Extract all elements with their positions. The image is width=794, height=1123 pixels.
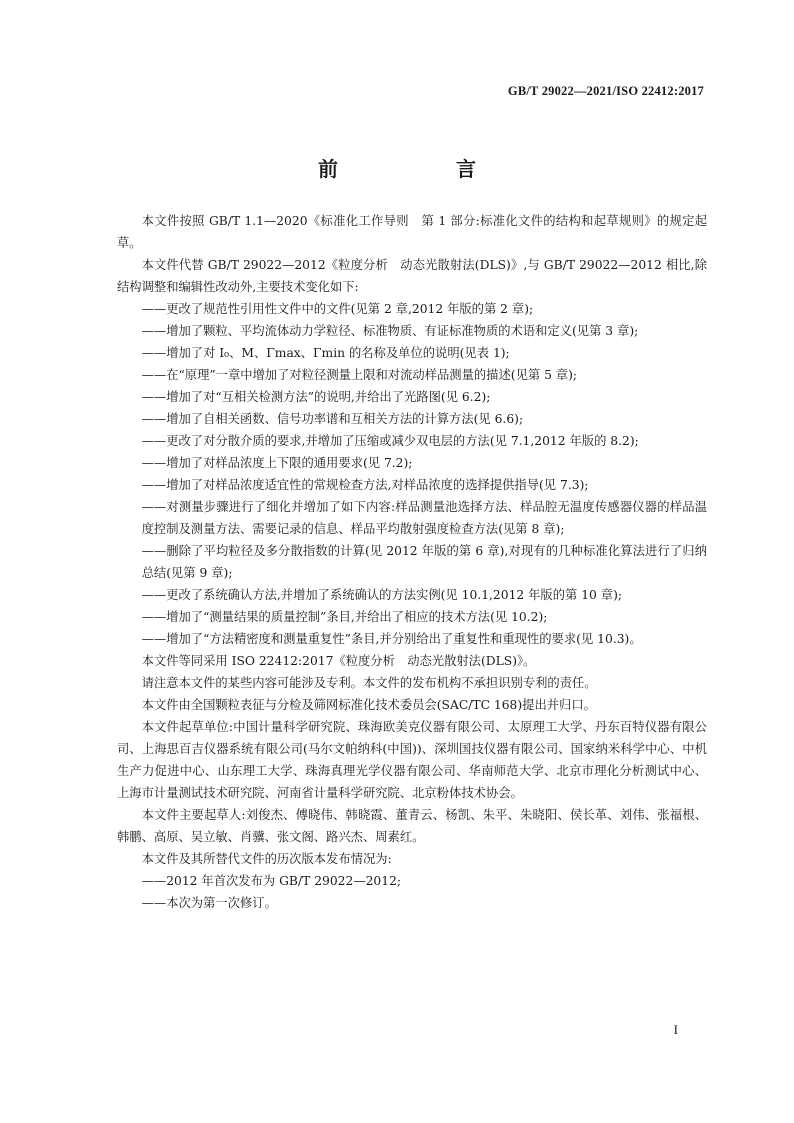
changes-list	[117, 298, 707, 650]
foreword-body	[117, 210, 707, 914]
paragraph: 本文件起草单位:中国计量科学研究院、珠海欧美克仪器有限公司、太原理工大学、丹东百特仪器有限公司、上海思百吉仪器系统有限公司(马尔文帕纳科(中国))、深圳国技仪器有限公司、国家纳米科学中心、中机生产力促进中心、山东理工大学、珠海真理光学仪器有限公司、华南师范大学、北京市理化分析测试中心、上海市计量测试技术研究院、河南省计量科学研究院、北京粉体技术协会。	[117, 720, 707, 800]
list-item: ——删除了平均粒径及多分散指数的计算(见 2012 年版的第 6 章),对现有的几种标准化算法进行了归纳总结(见第 9 章);	[141, 544, 707, 580]
paragraph: 本文件代替 GB/T 29022—2012《粒度分析 动态光散射法(DLS)》,与 GB/T 29022—2012 相比,除结构调整和编辑性改动外,主要技术变化如下:	[117, 258, 707, 294]
list-item: ——更改了规范性引用性文件中的文件(见第 2 章,2012 年版的第 2 章);	[141, 302, 534, 316]
paragraph: 本文件按照 GB/T 1.1—2020《标准化工作导则 第 1 部分:标准化文件的结构和起草规则》的规定起草。	[117, 214, 707, 250]
page-title: 前 言	[318, 157, 502, 181]
list-item: ——增加了对样品浓度适宜性的常规检查方法,对样品浓度的选择提供指导(见 7.3);	[141, 478, 589, 492]
paragraph: 本文件及其所替代文件的历次版本发布情况为:	[141, 852, 392, 866]
list-item: ——增加了自相关函数、信号功率谱和互相关方法的计算方法(见 6.6);	[141, 412, 524, 426]
paragraph: 请注意本文件的某些内容可能涉及专利。本文件的发布机构不承担识别专利的责任。	[141, 676, 597, 690]
paragraph: 本文件主要起草人:刘俊杰、傅晓伟、韩晓霞、董青云、杨凯、朱平、朱晓阳、侯长革、刘伟、张福根、韩鹏、高原、吴立敏、肖骥、张文阁、路兴杰、周素红。	[117, 808, 707, 844]
list-item: ——在“原理”一章中增加了对粒径测量上限和对流动样品测量的描述(见第 5 章);	[141, 368, 578, 382]
list-item: ——增加了颗粒、平均流体动力学粒径、标准物质、有证标准物质的术语和定义(见第 3 章);	[141, 324, 639, 338]
list-item: ——更改了系统确认方法,并增加了系统确认的方法实例(见 10.1,2012 年版的第 10 章);	[141, 588, 623, 602]
page-number: I	[673, 1022, 678, 1037]
list-item: ——本次为第一次修订。	[141, 896, 277, 910]
list-item: ——增加了“测量结果的质量控制”条目,并给出了相应的技术方法(见 10.2);	[141, 610, 548, 624]
standard-code: GB/T 29022—2021/ISO 22412:2017	[507, 84, 704, 98]
list-item: ——2012 年首次发布为 GB/T 29022—2012;	[141, 874, 402, 888]
list-item: ——增加了对“互相关检测方法”的说明,并给出了光路图(见 6.2);	[141, 390, 491, 404]
list-item: ——增加了“方法精密度和测量重复性”条目,并分别给出了重复性和重现性的要求(见 10.3)。	[141, 632, 642, 646]
list-item: ——增加了对样品浓度上下限的通用要求(见 7.2);	[141, 456, 413, 470]
paragraph: 本文件等同采用 ISO 22412:2017《粒度分析 动态光散射法(DLS)》。	[141, 654, 536, 668]
list-item: ——对测量步骤进行了细化并增加了如下内容:样品测量池选择方法、样品腔无温度传感器仪器的样品温度控制及测量方法、需要记录的信息、样品平均散射强度检查方法(见第 8 章);	[141, 500, 707, 536]
list-item: ——增加了对 I₀、M、Γmax、Γmin 的名称及单位的说明(见表 1);	[141, 346, 510, 360]
history-list	[117, 870, 707, 914]
list-item: ——更改了对分散介质的要求,并增加了压缩或减少双电层的方法(见 7.1,2012 年版的 8.2);	[141, 434, 639, 448]
paragraph: 本文件由全国颗粒表征与分检及筛网标准化技术委员会(SAC/TC 168)提出并归口。	[141, 698, 596, 712]
